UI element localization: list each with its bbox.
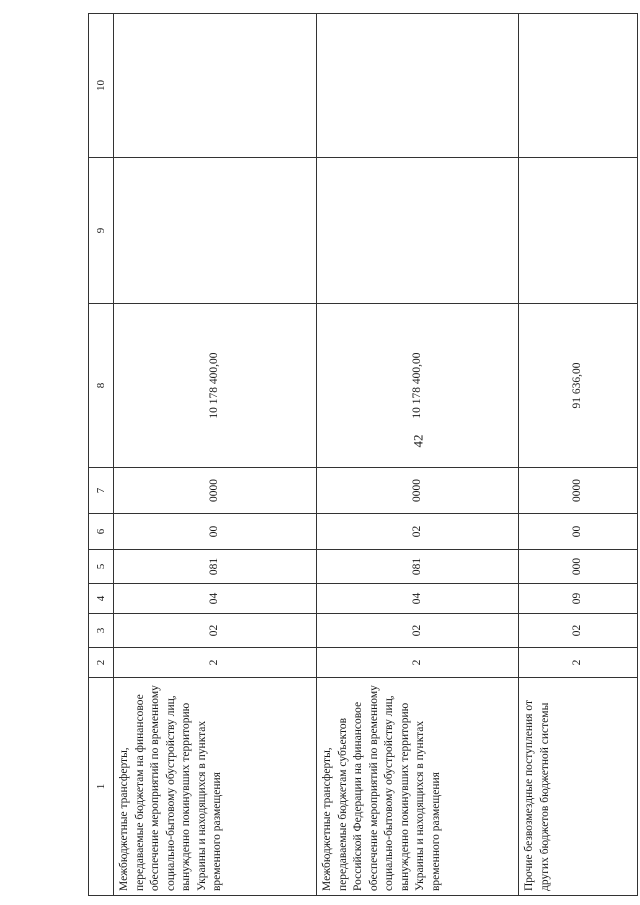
header-cell: 9 — [89, 158, 114, 304]
code-cell: 0000 — [519, 468, 638, 514]
code-cell: 081 — [317, 550, 519, 584]
code-cell: 0000 — [317, 468, 519, 514]
amount-cell — [114, 158, 317, 304]
amount-cell: 10 178 400,00 — [114, 304, 317, 468]
header-cell: 3 — [89, 614, 114, 648]
amount-cell — [519, 14, 638, 158]
amount-cell — [114, 14, 317, 158]
header-cell: 2 — [89, 648, 114, 678]
code-cell: 081 — [114, 550, 317, 584]
header-cell: 1 — [89, 678, 114, 896]
code-cell: 2 — [114, 648, 317, 678]
amount-cell — [317, 14, 519, 158]
table-header-row — [89, 14, 114, 896]
amount-cell: 10 178 400,00 — [317, 304, 519, 468]
header-cell: 10 — [89, 14, 114, 158]
budget-table — [88, 13, 638, 896]
header-cell: 7 — [89, 468, 114, 514]
table-row — [114, 14, 317, 896]
code-cell: 00 — [114, 514, 317, 550]
header-cell: 4 — [89, 584, 114, 614]
code-cell: 00 — [519, 514, 638, 550]
table-row — [317, 14, 519, 896]
code-cell: 000 — [519, 550, 638, 584]
code-cell: 2 — [519, 648, 638, 678]
code-cell: 02 — [317, 614, 519, 648]
table-row — [519, 14, 638, 896]
code-cell: 02 — [317, 514, 519, 550]
amount-cell — [519, 158, 638, 304]
code-cell: 04 — [114, 584, 317, 614]
code-cell: 02 — [114, 614, 317, 648]
code-cell: 02 — [519, 614, 638, 648]
code-cell: 2 — [317, 648, 519, 678]
header-cell: 5 — [89, 550, 114, 584]
row-name: Межбюджетные трансферты, передаваемые бюджетам субъектов Российской Федерации на финансовое обеспечение мероприятий по временному социально-бытовому обустройству лиц, вынужденно покинувших территорию Украины и находящихся в пунктах временного размещения — [317, 678, 519, 896]
header-cell: 6 — [89, 514, 114, 550]
page-number: 42 — [410, 434, 426, 448]
row-name: Прочие безвозмездные поступления от других бюджетов бюджетной системы — [519, 678, 638, 896]
amount-cell — [317, 158, 519, 304]
code-cell: 04 — [317, 584, 519, 614]
header-cell: 8 — [89, 304, 114, 468]
amount-cell: 91 636,00 — [519, 304, 638, 468]
code-cell: 0000 — [114, 468, 317, 514]
code-cell: 09 — [519, 584, 638, 614]
row-name: Межбюджетные трансферты, передаваемые бюджетам на финансовое обеспечение мероприятий по временному социально-бытовому обустройству лиц, вынужденно покинувших территорию Украины и находящихся в пунктах временного размещения — [114, 678, 317, 896]
